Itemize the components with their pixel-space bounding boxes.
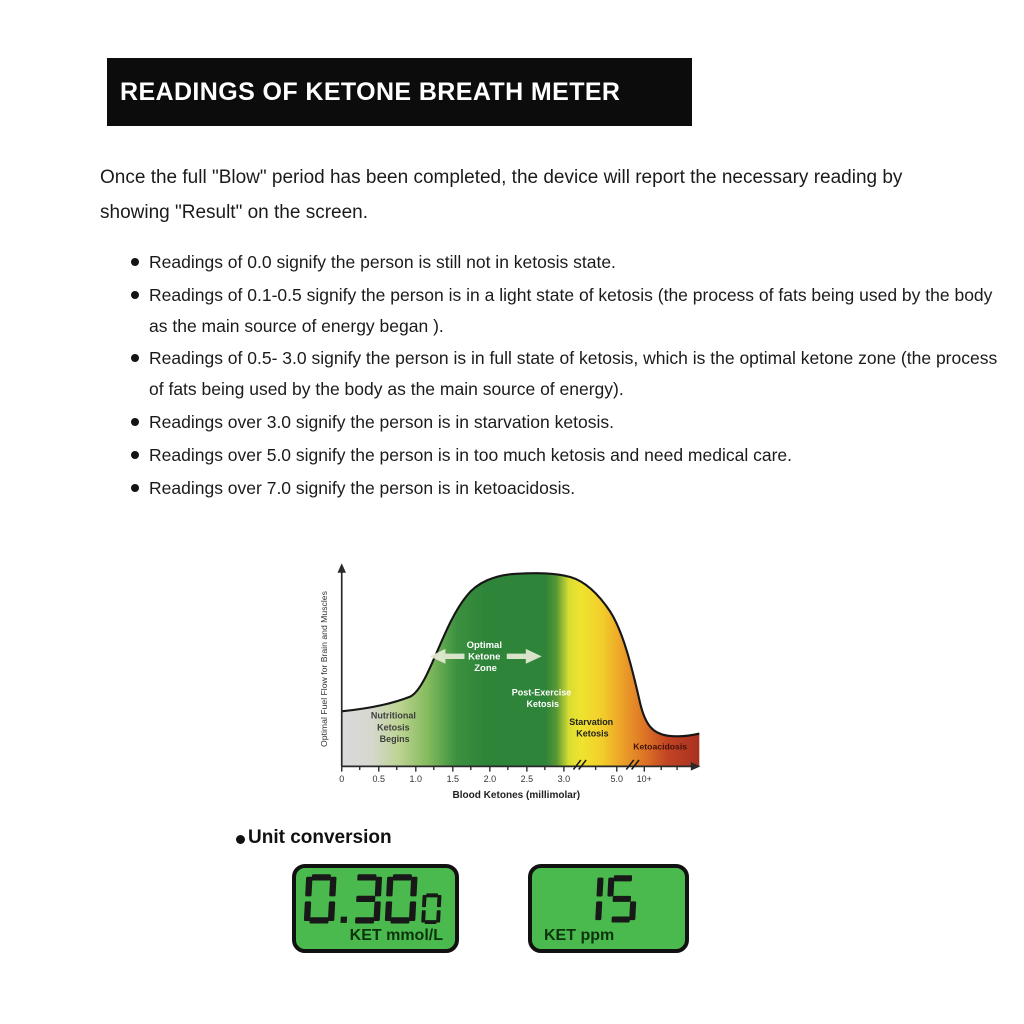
chart-svg (310, 560, 712, 814)
zone-label-nutritional: Nutritional Ketosis Begins (370, 710, 416, 745)
tick-label: 3.0 (557, 774, 571, 785)
list-item-text: Readings over 7.0 signify the person is in ketoacidosis. (149, 477, 576, 498)
zone-label-ketoacidosis: Ketoacidosis (633, 741, 688, 752)
zone-label-starvation: Starvation Ketosis (569, 717, 614, 739)
bullet-icon (131, 451, 139, 459)
bullet-icon (131, 484, 139, 492)
tick-label: 2.0 (483, 774, 497, 785)
seven-segment-value (304, 873, 447, 926)
lcd-unit-label: KET mmol/L (349, 927, 443, 944)
tick-label: 1.0 (409, 774, 423, 785)
lcd-unit-label: KET ppm (544, 927, 615, 944)
y-axis-arrow-icon (338, 563, 346, 573)
bullet-icon (236, 835, 245, 844)
list-item (131, 343, 1003, 405)
bullet-icon (131, 354, 139, 362)
bullet-icon (131, 291, 139, 299)
list-item (131, 280, 1003, 342)
unit-conversion-heading (236, 827, 392, 849)
bullet-list (131, 247, 1003, 505)
lcd-display-mmol (292, 864, 459, 953)
zone-label-post-exercise: Post-Exercise Ketosis (511, 687, 572, 710)
list-item (131, 473, 1003, 504)
intro-paragraph: Once the full "Blow" period has been completed, the device will report the necessary reading by showing "Result" on the screen. (100, 167, 903, 223)
tick-label: 10+ (636, 774, 652, 785)
ketone-zones-chart (310, 560, 712, 814)
unit-conversion-heading-text: Unit conversion (248, 827, 392, 848)
seven-segment-value (540, 873, 677, 926)
zone-label-optimal: Optimal Ketone Zone (466, 639, 503, 675)
tick-label: 0 (339, 774, 345, 785)
list-item-text: Readings over 5.0 signify the person is in too much ketosis and need medical care. (149, 444, 792, 465)
tick-label: 5.0 (610, 774, 624, 785)
list-item-text: Readings of 0.1-0.5 signify the person is in a light state of ketosis (the process of fats being used by the body as the main source of energy began ). (149, 284, 993, 336)
list-item (131, 407, 1003, 438)
tick-label: 0.5 (372, 774, 386, 785)
page-title: READINGS OF KETONE BREATH METER (120, 77, 621, 106)
y-axis-label: Optimal Fuel Flow for Brain and Muscles (318, 591, 329, 747)
bullet-icon (131, 418, 139, 426)
tick-label: 1.5 (446, 774, 460, 785)
list-item-text: Readings of 0.0 signify the person is still not in ketosis state. (149, 252, 616, 272)
lcd-display-ppm (528, 864, 689, 953)
tick-label: 2.5 (520, 774, 534, 785)
x-tick-labels (339, 774, 652, 784)
list-item-text: Readings of 0.5- 3.0 signify the person is in full state of ketosis, which is the optimal ketone zone (the process of fats being used by the body as the main source of energy). (149, 348, 998, 400)
x-axis-label: Blood Ketones (millimolar) (452, 790, 581, 802)
list-item (131, 247, 1003, 278)
header-bar (107, 58, 692, 126)
list-item-text: Readings over 3.0 signify the person is in starvation ketosis. (149, 411, 614, 432)
bullet-icon (131, 258, 139, 266)
list-item (131, 440, 1003, 471)
